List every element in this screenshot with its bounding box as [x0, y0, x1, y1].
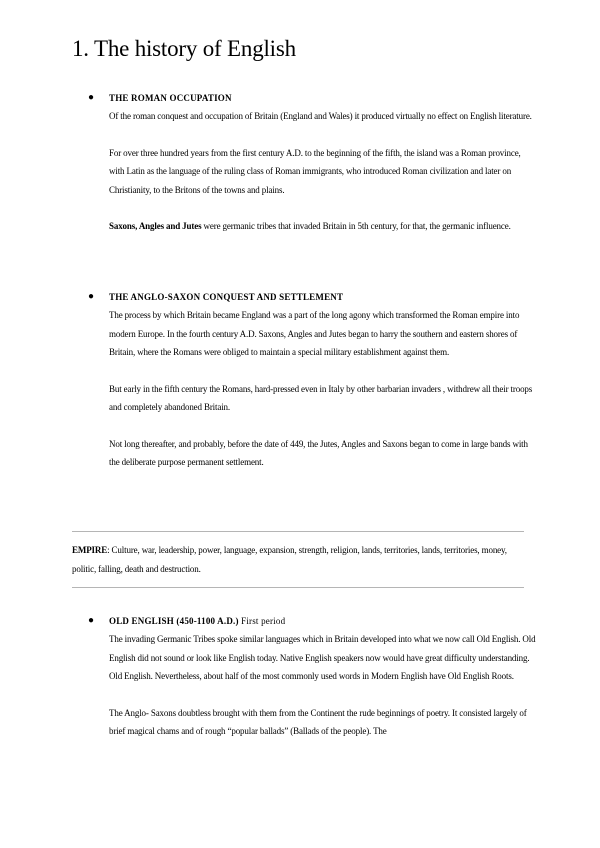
- tribes-text: were germanic tribes that invaded Britain in 5th century, for that, the germanic influence.: [201, 221, 511, 231]
- empire-text: : Culture, war, leadership, power, language, expansion, strength, religion, lands, territories, lands, territories, money, politic, falling, death and destruction.: [72, 545, 507, 574]
- divider-bottom: [72, 587, 524, 588]
- section-heading: [109, 612, 538, 630]
- tribes-bold: Saxons, Angles and Jutes: [109, 221, 202, 231]
- paragraph-tribes: [109, 217, 538, 236]
- section-anglo-saxon: [88, 288, 538, 472]
- paragraph: The invading Germanic Tribes spoke similar languages which in Britain developed into what we now call Old English. Old English did not sound or look like English today. Native English speakers now would have great difficulty understanding. Old English. Nevertheless, about half of the most commonly used words in Modern English have Old English Roots.: [109, 634, 536, 681]
- paragraph: The process by which Britain became England was a part of the long agony which transformed the Roman empire into modern Europe. In the fourth century A.D. Saxons, Angles and Jutes began to harry the southern and eastern shores of Britain, where the Romans were obliged to maintain a special military establishment against them.: [109, 310, 520, 357]
- paragraph: Of the roman conquest and occupation of Britain (England and Wales) it produced virtually no effect on English literature.: [109, 111, 532, 121]
- paragraph: Not long thereafter, and probably, before the date of 449, the Jutes, Angles and Saxons began to come in large bands with the deliberate purpose permanent settlement.: [109, 438, 528, 467]
- paragraph: But early in the fifth century the Romans, hard-pressed even in Italy by other barbarian invaders , withdrew all their troops and completely abandoned Britain.: [109, 383, 533, 412]
- empire-label: EMPIRE: [72, 545, 108, 555]
- paragraph: The Anglo- Saxons doubtless brought with them from the Continent the rude beginnings of poetry. It consisted largely of brief magical chams and of rough “popular ballads” (Ballads of the people). The: [109, 707, 527, 736]
- section-roman-occupation: [88, 89, 538, 236]
- empire-keywords: [72, 541, 524, 579]
- bullet-icon: ●: [88, 615, 95, 626]
- divider-top: [72, 531, 524, 532]
- bullet-icon: ●: [88, 291, 95, 302]
- old-english-heading: OLD ENGLISH (450-1100 A.D.): [109, 616, 239, 626]
- section-heading: THE ANGLO-SAXON CONQUEST AND SETTLEMENT: [109, 292, 344, 302]
- bullet-icon: ●: [88, 92, 95, 103]
- paragraph: For over three hundred years from the first century A.D. to the beginning of the fifth, the island was a Roman province, with Latin as the language of the ruling class of Roman immigrants, who introduced Roman civilization and later on Christianity, to the Britons of the towns and plains.: [109, 147, 521, 195]
- old-english-heading-tail: First period: [238, 616, 286, 626]
- page-title: 1. The history of English: [72, 36, 296, 61]
- section-old-english: [88, 612, 538, 741]
- section-heading: THE ROMAN OCCUPATION: [109, 93, 232, 103]
